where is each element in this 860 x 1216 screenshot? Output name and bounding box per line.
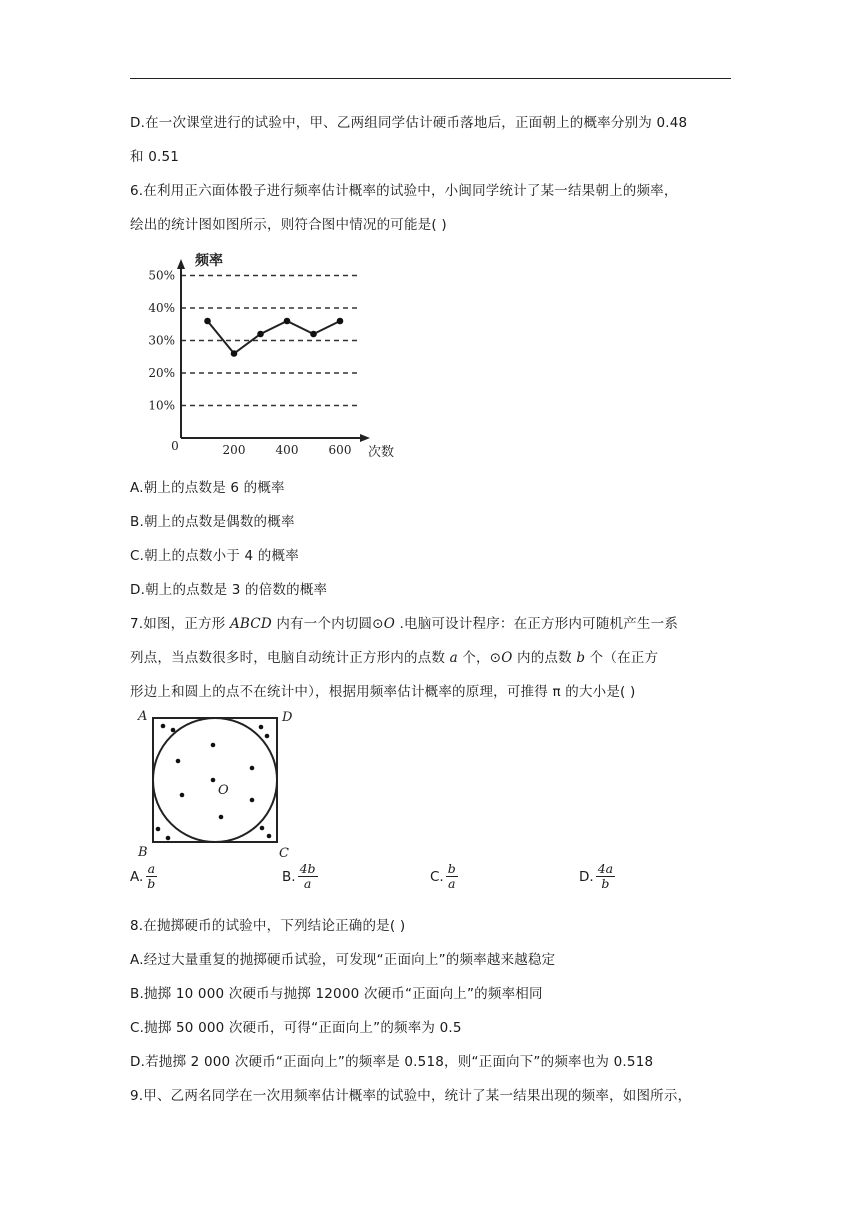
x-tick-label: 400 [275,443,299,457]
random-point [211,743,216,748]
random-point [250,798,255,803]
random-point [265,734,270,739]
q5-option-d-line2: 和 0.51 [130,149,180,165]
q8-option-c: C.抛掷 50 000 次硬币，可得“正面向上”的频率为 0.5 [130,1020,462,1036]
random-point [166,836,171,841]
q7-option-a: A. $\frac{a}{b}$ [130,861,156,891]
q8-stem: 8.在抛掷硬币的试验中，下列结论正确的是( ) [130,918,406,934]
y-tick-label: 30% [148,333,175,348]
random-point [176,759,181,764]
random-point [211,778,216,783]
y-tick-label: 50% [148,268,175,283]
random-point [250,766,255,771]
corner-label-d: D [282,710,293,725]
q7-option-c: C. $\frac{b}{a}$ [430,861,456,891]
frequency-line-chart [140,244,410,464]
random-point [156,827,161,832]
data-point [204,318,211,325]
y-tick-label: 10% [148,398,175,413]
q8-option-d: D.若抛掷 2 000 次硬币“正面向上”的频率是 0.518，则“正面向下”的频率也为 0.518 [130,1054,654,1070]
y-axis-label: 频率 [195,253,223,269]
x-axis-arrow [360,434,370,442]
data-point [257,331,264,338]
y-tick-label: 20% [148,366,175,380]
x-tick-label: 600 [328,443,352,457]
random-point [219,815,224,820]
q6-option-c: C.朝上的点数小于 4 的概率 [130,548,299,564]
q7-stem-line3: 形边上和圆上的点不在统计中），根据用频率估计概率的原理，可推得 π 的大小是( ) [130,684,636,700]
header-rule [130,78,731,79]
corner-label-a: A [138,709,148,724]
q6-option-a: A.朝上的点数是 6 的概率 [130,480,285,496]
data-point [231,350,238,357]
q6-option-d: D.朝上的点数是 3 的倍数的概率 [130,582,328,598]
x-tick-label: 200 [222,443,246,457]
random-point [260,826,265,831]
origin-label: 0 [171,439,179,453]
corner-label-b: B [138,845,148,860]
q9-stem-line1: 9.甲、乙两名同学在一次用频率估计概率的试验中，统计了某一结果出现的频率，如图所示， [130,1088,692,1104]
data-point [284,318,291,325]
x-axis-label: 次数 [368,445,395,460]
q5-option-d-line1: D.在一次课堂进行的试验中，甲、乙两组同学估计硬币落地后，正面朝上的概率分别为 0.48 [130,115,688,131]
q8-option-b: B.抛掷 10 000 次硬币与抛掷 12000 次硬币“正面向上”的频率相同 [130,986,543,1002]
q7-option-b: B. $\frac{4b}{a}$ [282,861,316,891]
q8-option-a: A.经过大量重复的抛掷硬币试验，可发现“正面向上”的频率越来越稳定 [130,952,556,968]
q7-option-d: D. $\frac{4a}{b}$ [579,861,614,891]
q7-stem-line2: 列点，当点数很多时，电脑自动统计正方形内的点数 a 个，⊙O 内的点数 b 个（在正方 [130,650,659,666]
y-axis-arrow [177,259,185,269]
square-inscribed-circle-figure [132,706,302,862]
q6-option-b: B.朝上的点数是偶数的概率 [130,514,295,530]
random-point [259,725,264,730]
y-tick-label: 40% [148,301,175,315]
q6-stem-line2: 绘出的统计图如图所示，则符合图中情况的可能是( ) [130,217,447,233]
random-point [267,834,272,839]
data-point [337,318,344,325]
series-line [208,321,341,354]
random-point [180,793,185,798]
q7-stem-line1: 7.如图，正方形 ABCD 内有一个内切圆⊙O .电脑可设计程序：在正方形内可随机产生一系 [130,616,679,632]
data-point [310,331,317,338]
random-point [171,728,176,733]
q6-stem-line1: 6.在利用正六面体骰子进行频率估计概率的试验中，小闽同学统计了某一结果朝上的频率， [130,183,678,199]
random-point [161,724,166,729]
corner-label-c: C [279,846,289,861]
center-label-o: O [218,783,229,798]
